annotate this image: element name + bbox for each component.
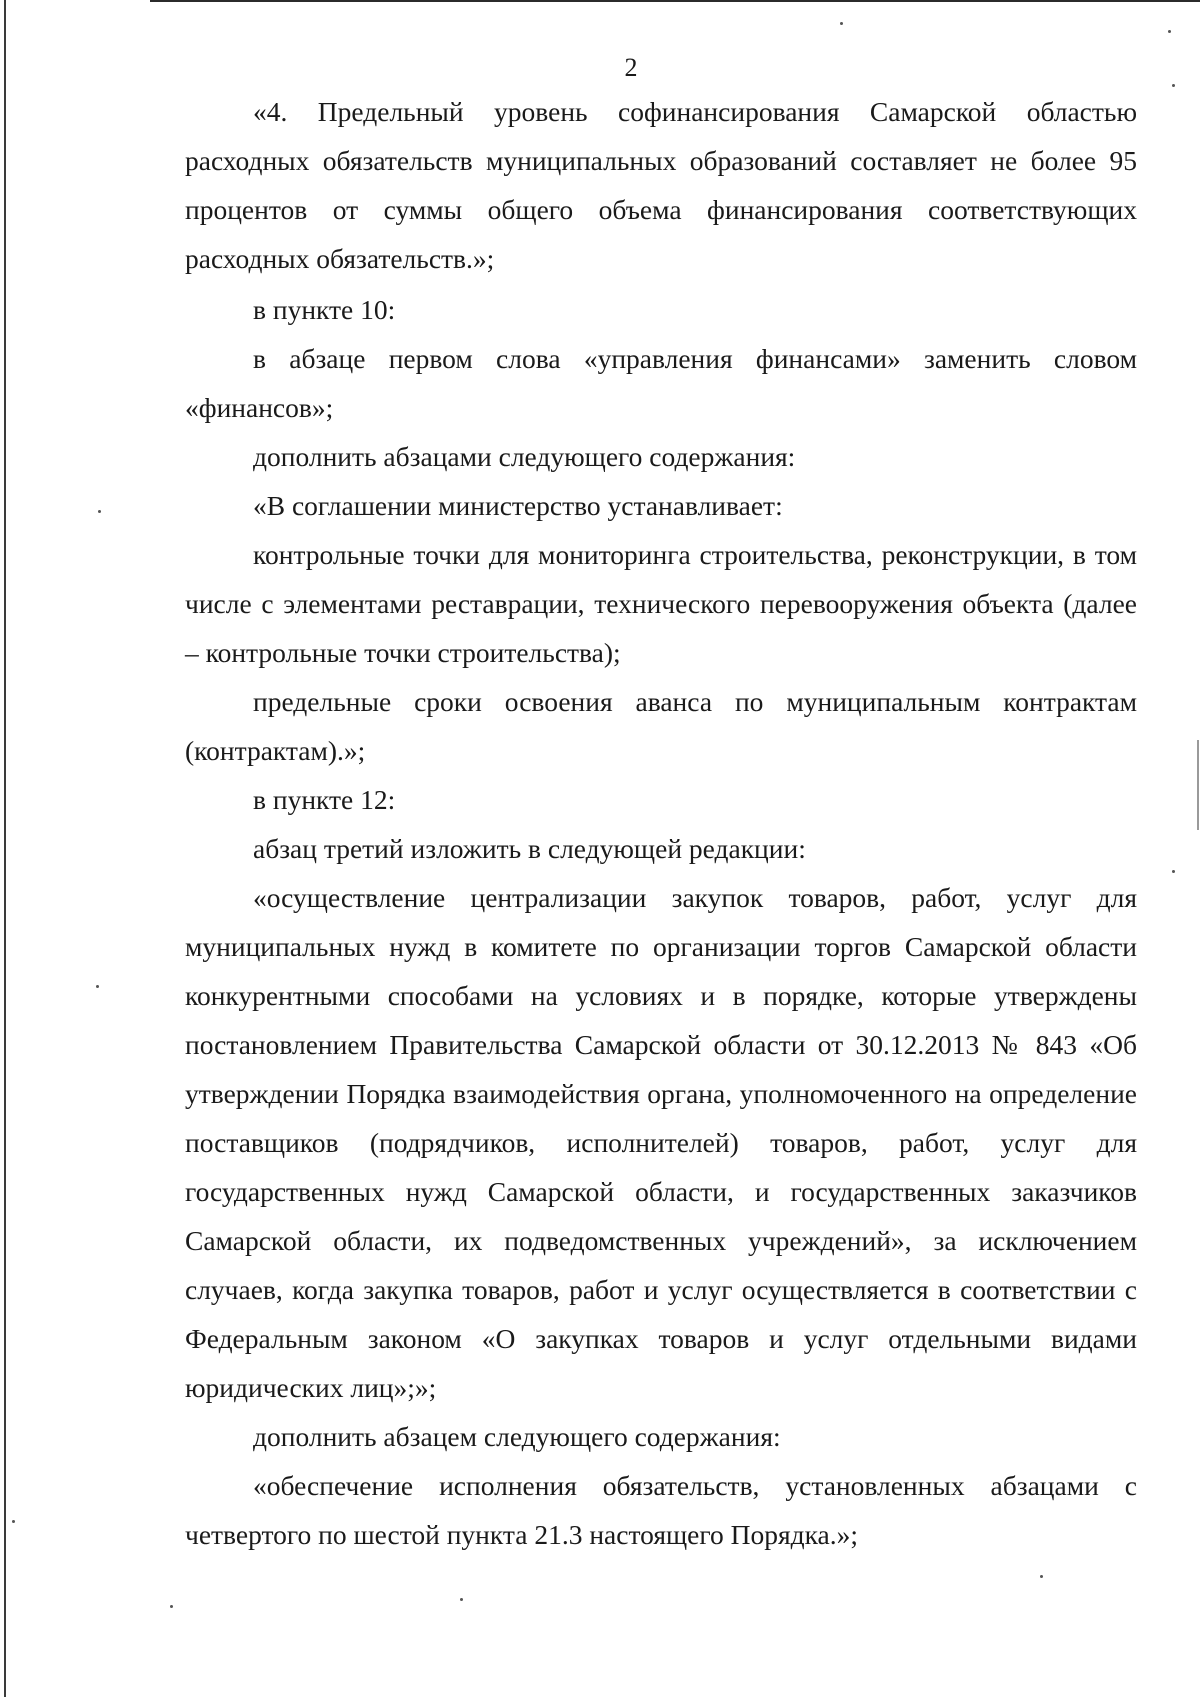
- paragraph-obligations: «обеспечение исполнения обязательств, установленных абзацами с четвертого по шестой пункта 21.3 настоящего Порядка.»;: [185, 1470, 1137, 1550]
- scan-speck: [96, 985, 99, 988]
- scan-speck: [1172, 870, 1175, 873]
- scan-top-edge: [150, 0, 1200, 2]
- paragraph-procurement-centralization: «осуществление централизации закупок товаров, работ, услуг для муниципальных нужд в комитете по организации торгов Самарской области конкурентными способами на условиях и в порядке, которые утверждены постановлением Правительства Самарской области от 30.12.2013 № 843 «Об утверждении Порядка взаимодействия органа, уполномоченного на определение поставщиков (подрядчиков, исполнителей) товаров, работ, услуг для государственных нужд Самарской области, и государственных заказчиков Самарской области, их подведомственных учреждений», за исключением случаев, когда закупка товаров, работ и услуг осуществляется в соответствии с Федеральным законом «О закупках товаров и услуг отдельными видами юридических лиц»;»;: [185, 882, 1137, 1403]
- scan-speck: [840, 22, 843, 25]
- paragraph-control-points: контрольные точки для мониторинга строительства, реконструкции, в том числе с элементами реставрации, технического перевооружения объекта (далее – контрольные точки строительства);: [185, 539, 1137, 668]
- paragraph-replace-words: в абзаце первом слова «управления финансами» заменить словом «финансов»;: [185, 343, 1137, 423]
- paragraph-add-abzac: дополнить абзацем следующего содержания:: [253, 1421, 781, 1452]
- paragraph-third-abzac: абзац третий изложить в следующей редакции:: [253, 833, 806, 864]
- scan-right-mark: [1197, 740, 1199, 830]
- paragraph-add-paragraphs: дополнить абзацами следующего содержания:: [253, 441, 796, 472]
- paragraph-cofinancing-limit: «4. Предельный уровень софинансирования Самарской областью расходных обязательств муниципальных образований составляет не более 95 процентов от суммы общего объема финансирования соответствующих расходных обязательств.»;: [185, 96, 1137, 274]
- document-body: [185, 87, 1137, 1559]
- paragraph-point-10-heading: в пункте 10:: [253, 294, 396, 325]
- scan-speck: [98, 510, 101, 513]
- paragraph-agreement-intro: «В соглашении министерство устанавливает:: [253, 490, 783, 521]
- paragraph-advance-deadlines: предельные сроки освоения аванса по муниципальным контрактам (контрактам).»;: [185, 686, 1137, 766]
- scan-speck: [12, 1520, 15, 1523]
- scan-speck: [170, 1605, 173, 1608]
- scan-speck: [1040, 1575, 1043, 1578]
- scan-speck: [1168, 30, 1171, 33]
- page-number: 2: [624, 53, 638, 82]
- paragraph-point-12-heading: в пункте 12:: [253, 784, 396, 815]
- scan-speck: [460, 1598, 463, 1601]
- scan-speck: [1172, 84, 1175, 87]
- scan-left-edge: [4, 0, 6, 1697]
